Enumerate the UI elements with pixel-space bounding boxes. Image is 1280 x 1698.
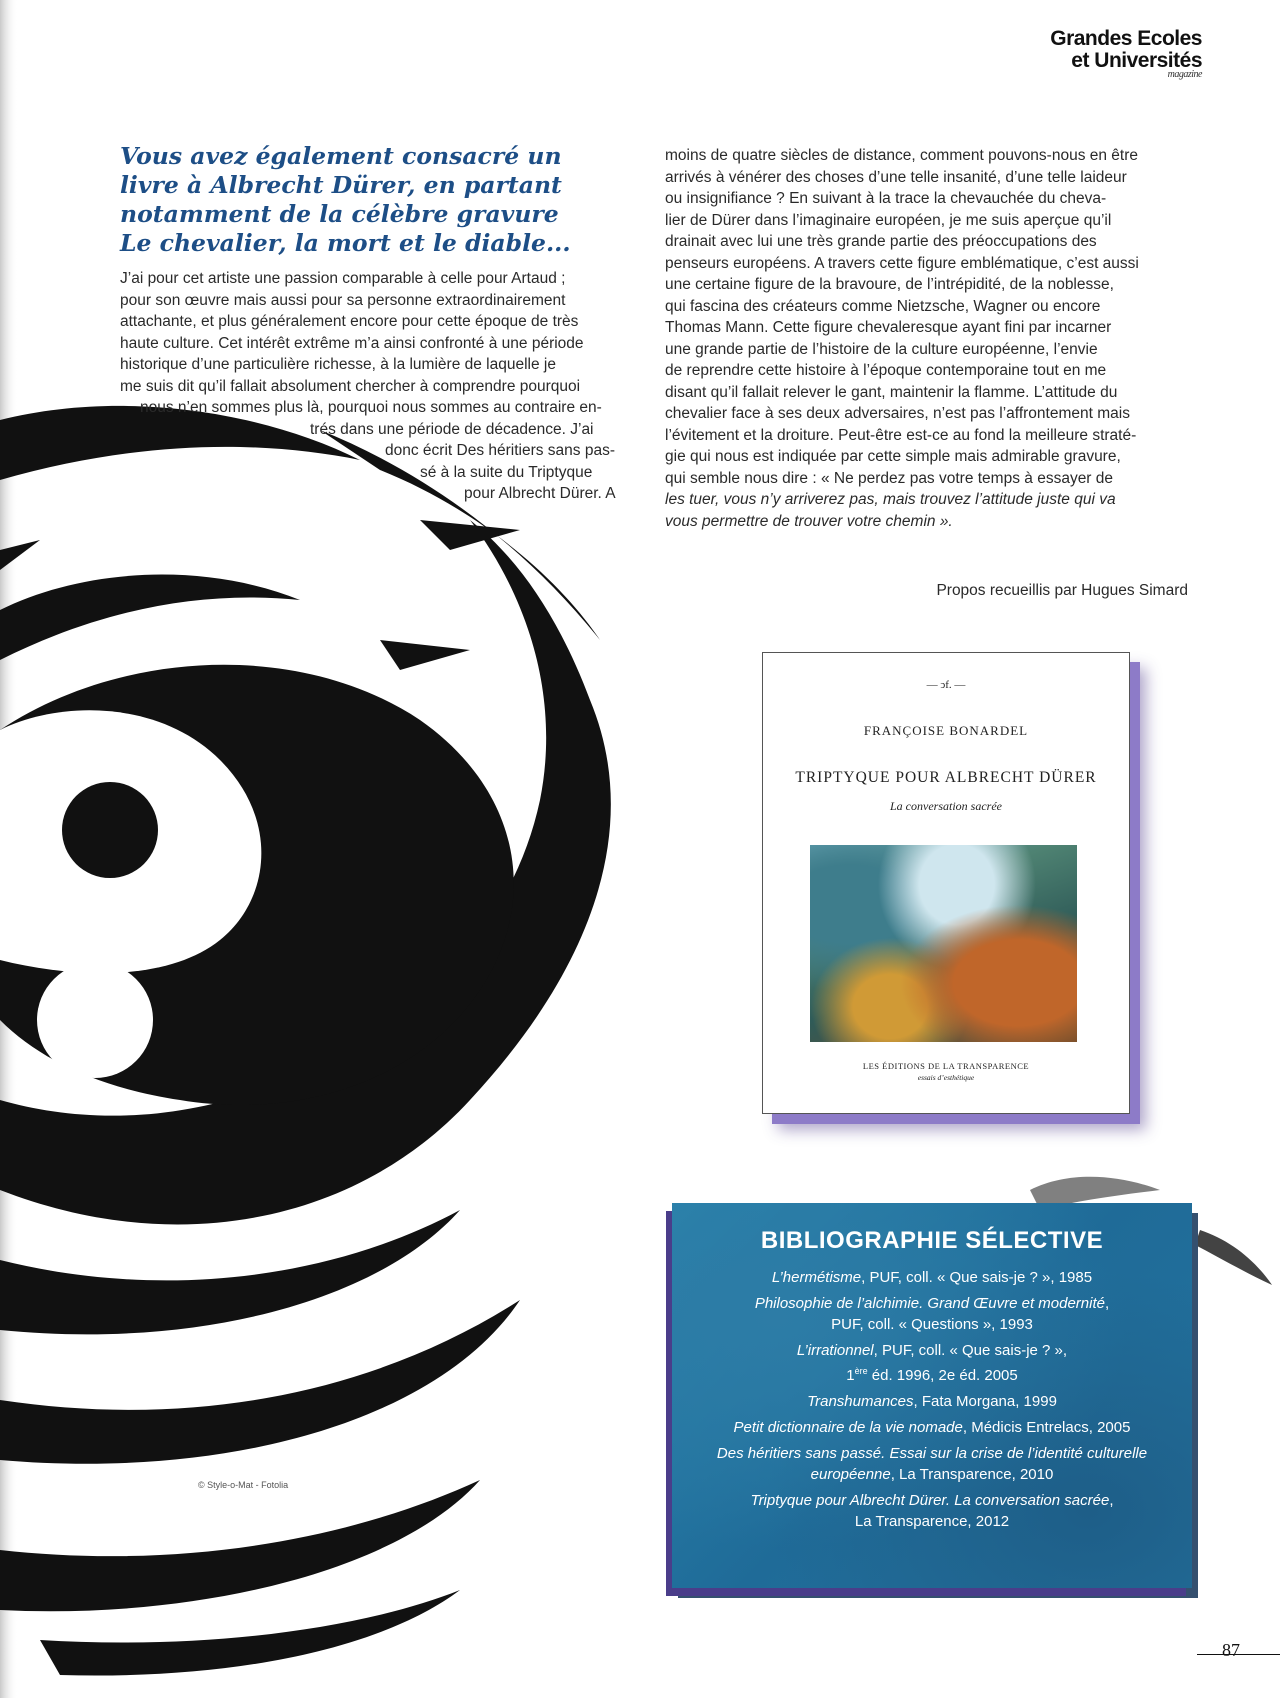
interview-question xyxy=(120,142,660,258)
question-line: notamment de la célèbre gravure xyxy=(120,200,559,228)
masthead-tag: magazine xyxy=(1167,69,1202,80)
text-line: chevalier face à ses deux adversaires, n’est pas l’affrontement mais xyxy=(665,405,1130,422)
answer-right-column xyxy=(665,145,1188,532)
text-line: pour son œuvre mais aussi pour sa personne extraordinairement xyxy=(120,291,566,309)
text-line: qui semble nous dire : « Ne perdez pas votre temps à essayer de xyxy=(665,469,1114,487)
text-line: disant qu’il fallait relever le gant, maintenir la flamme. L’attitude du xyxy=(665,383,1118,401)
text-line: drainait avec lui une très grande partie des préoccupations des xyxy=(665,233,1097,250)
text-line: vous permettre de trouver votre chemin ». xyxy=(665,512,953,530)
text-line: nous n’en sommes plus là, pourquoi nous sommes au contraire en- xyxy=(140,399,602,416)
text-line: sé à la suite du Triptyque xyxy=(420,463,593,481)
bibliography-entry: Petit dictionnaire de la vie nomade, Médicis Entrelacs, 2005 xyxy=(733,1419,1131,1436)
book-collection: essais d’esthétique xyxy=(917,1073,975,1082)
text-line: trés dans une période de décadence. J’ai xyxy=(310,420,594,438)
book-subtitle: La conversation sacrée xyxy=(890,799,1002,813)
bibliography-entry: Des héritiers sans passé. Essai sur la crise de l’identité culturelle européenne, La Transparence, 2010 xyxy=(716,1445,1148,1483)
text-line: une grande partie de l’histoire de la culture européenne, l’envie xyxy=(665,340,1098,358)
bibliography-heading: BIBLIOGRAPHIE SÉLECTIVE xyxy=(760,1227,1104,1254)
bibliography-entry: Philosophie de l’alchimie. Grand Œuvre et modernité, PUF, coll. « Questions », 1993 xyxy=(754,1295,1110,1333)
book-cover-painting xyxy=(810,845,1077,1042)
bibliography-entry: L’irrationnel, PUF, coll. « Que sais-je ? », 1ère éd. 1996, 2e éd. 2005 xyxy=(796,1342,1068,1384)
bibliography-entry: Transhumances, Fata Morgana, 1999 xyxy=(807,1393,1057,1410)
bibliography-list xyxy=(672,1267,1192,1532)
text-line: de reprendre cette histoire à l’époque contemporaine tout en me xyxy=(665,362,1107,379)
masthead-line1: Grandes Ecoles xyxy=(1050,27,1202,50)
question-line: Le chevalier, la mort et le diable... xyxy=(120,229,571,257)
text-line: haute culture. Cet intérêt extrême m’a ainsi confronté à une période xyxy=(120,334,584,352)
text-line: donc écrit Des héritiers sans pas- xyxy=(385,442,616,459)
book-author: FRANÇOISE BONARDEL xyxy=(863,723,1029,738)
text-line: moins de quatre siècles de distance, comment pouvons-nous en être xyxy=(665,147,1139,164)
photo-credit: © Style-o-Mat - Fotolia xyxy=(198,1480,289,1490)
text-line: attachante, et plus généralement encore pour cette époque de très xyxy=(120,313,579,330)
magazine-masthead xyxy=(1050,28,1202,80)
masthead-line2: et Universités xyxy=(1071,49,1202,72)
interview-credit: Propos recueillis par Hugues Simard xyxy=(936,582,1188,599)
question-line: Vous avez également consacré un xyxy=(120,142,562,170)
text-line: historique d’une particulière richesse, à la lumière de laquelle je xyxy=(120,356,556,373)
text-line: penseurs européens. A travers cette figure emblématique, c’est aussi xyxy=(665,254,1139,272)
book-title: TRIPTYQUE POUR ALBRECHT DÜRER xyxy=(795,769,1097,786)
text-line: gie qui nous est indiquée par cette simple mais admirable gravure, xyxy=(665,448,1121,465)
page-number: 87 xyxy=(1222,1640,1240,1660)
answer-left-column xyxy=(120,268,640,505)
text-line: lier de Dürer dans l’imaginaire européen, je me suis aperçue qu’il xyxy=(665,211,1112,229)
bibliography-box xyxy=(672,1203,1192,1588)
text-line: l’évitement et la droiture. Peut-être est-ce au fond la meilleure straté- xyxy=(665,426,1137,444)
text-line: Thomas Mann. Cette figure chevaleresque ayant fini par incarner xyxy=(665,319,1112,336)
text-line: arrivés à vénérer des choses d’une telle insanité, d’une telle laideur xyxy=(665,168,1127,186)
yin-yang-brush-graphic xyxy=(0,400,700,1698)
text-line: pour Albrecht Dürer. A xyxy=(464,485,616,502)
book-publisher: LES ÉDITIONS DE LA TRANSPARENCE xyxy=(862,1061,1030,1071)
question-line: livre à Albrecht Dürer, en partant xyxy=(120,171,562,199)
text-line: les tuer, vous n’y arriverez pas, mais trouvez l’attitude juste qui va xyxy=(665,491,1116,508)
text-line: me suis dit qu’il fallait absolument chercher à comprendre pourquoi xyxy=(120,377,581,395)
text-line: une certaine figure de la bravoure, de l’intrépidité, de la noblesse, xyxy=(665,276,1114,293)
book-cover xyxy=(762,652,1130,1114)
bibliography-entry: Triptyque pour Albrecht Dürer. La conversation sacrée, La Transparence, 2012 xyxy=(750,1492,1114,1530)
book-ornament: — ↄf. — xyxy=(926,679,966,691)
text-line: ou insignifiance ? En suivant à la trace la chevauchée du cheva- xyxy=(665,190,1107,207)
bibliography-entry: L’hermétisme, PUF, coll. « Que sais-je ? », 1985 xyxy=(771,1269,1093,1286)
text-line: qui fascina des créateurs comme Nietzsche, Wagner ou encore xyxy=(665,297,1101,315)
text-line: J’ai pour cet artiste une passion comparable à celle pour Artaud ; xyxy=(120,270,566,287)
